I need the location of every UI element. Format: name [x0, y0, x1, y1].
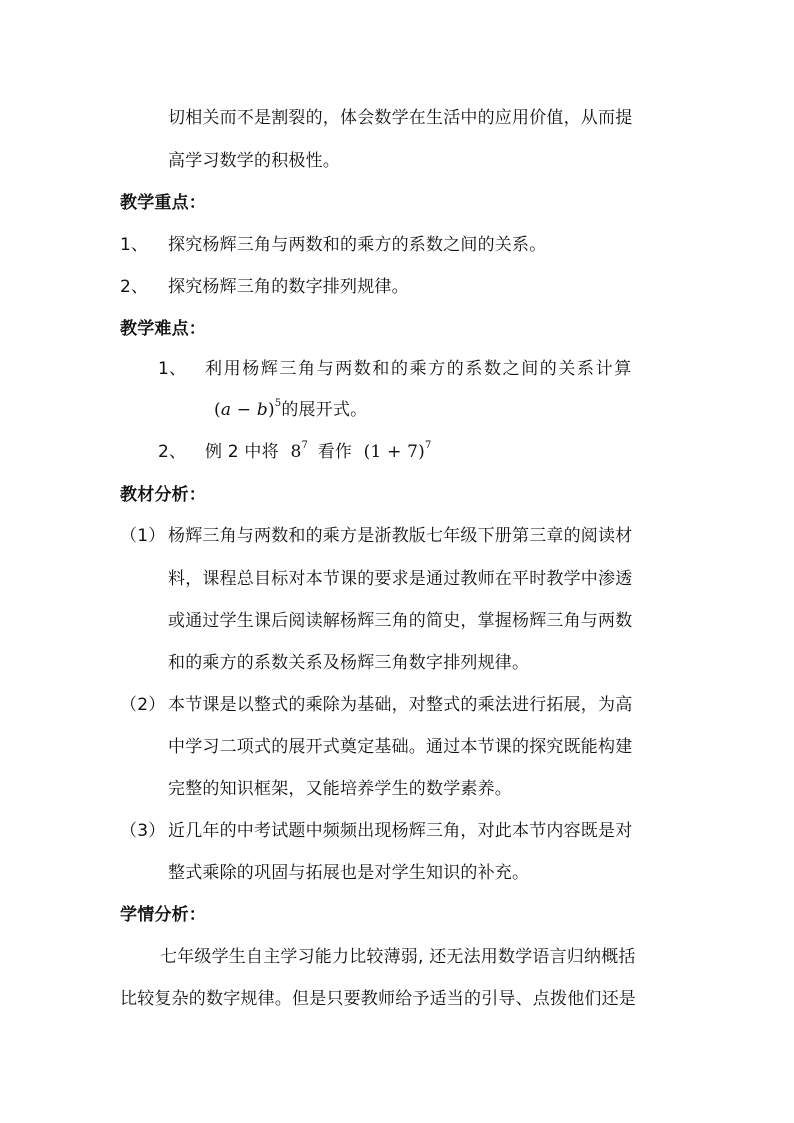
power-exponent: 7: [301, 440, 309, 451]
material-paragraph-2-line-1: 本节课是以整式的乘除为基础，对整式的乘法进行拓展，为高: [168, 695, 633, 715]
exponent: 5: [274, 398, 282, 409]
power-expression-2: [364, 442, 432, 462]
student-analysis-line-2: 比较复杂的数字规律。但是只要教师给予适当的引导、点拨他们还是: [120, 989, 636, 1009]
key-point-2-number: 2、: [120, 277, 149, 297]
material-paragraph-3-line-1: 近几年的中考试题中频频出现杨辉三角，对此本节内容既是对: [168, 821, 633, 841]
material-paragraph-1-line-4: 和的乘方的系数关系及杨辉三角数字排列规律。: [168, 653, 530, 673]
difficulty-1-formula-line: [214, 398, 367, 422]
material-paragraph-1-line-3: 或通过学生课后阅读解杨辉三角的简史，掌握杨辉三角与两数: [168, 611, 633, 631]
difficulty-1-number: 1、: [158, 359, 187, 379]
material-paragraph-1-line-2: 料，课程总目标对本节课的要求是通过教师在平时教学中渗透: [168, 569, 633, 589]
power-base-2: (1 + 7): [363, 442, 426, 462]
material-paragraph-2-line-3: 完整的知识框架，又能培养学生的数学素养。: [168, 779, 512, 799]
difficulty-2-number: 2、: [158, 442, 187, 462]
close-paren: ): [267, 400, 275, 420]
intro-line-1: 切相关而不是割裂的，体会数学在生活中的应用价值，从而提: [168, 108, 633, 128]
variable-a: a: [220, 400, 232, 420]
student-analysis-heading: 学情分析：: [120, 905, 206, 925]
key-point-2-text: 探究杨辉三角的数字排列规律。: [168, 277, 409, 297]
difficulty-1-text: 利用杨辉三角与两数和的乘方的系数之间的关系计算: [205, 359, 633, 379]
open-paren: (: [214, 400, 221, 420]
material-paragraph-2-line-2: 中学习二项式的展开式奠定基础。通过本节课的探究既能构建: [168, 737, 633, 757]
key-point-1-text: 探究杨辉三角与两数和的乘方的系数之间的关系。: [168, 235, 547, 255]
material-paragraph-3-line-2: 整式乘除的巩固与拓展也是对学生知识的补充。: [168, 863, 530, 883]
difficulty-1-suffix: 的展开式。: [281, 400, 368, 420]
material-paragraph-1-line-1: 杨辉三角与两数和的乘方是浙教版七年级下册第三章的阅读材: [168, 526, 633, 546]
intro-line-2: 高学习数学的积极性。: [168, 151, 340, 171]
difficulty-2-text-2: 看作: [317, 442, 353, 462]
material-analysis-heading: 教材分析：: [120, 485, 206, 505]
power-exponent-2: 7: [425, 440, 432, 451]
difficulty-2-text-1: 例 2 中将: [205, 442, 279, 462]
power-expression-1: [290, 442, 308, 462]
binomial-expression: [214, 400, 281, 420]
key-points-heading: 教学重点：: [120, 193, 206, 213]
minus-sign: −: [231, 400, 257, 420]
material-paragraph-2-number: （2）: [120, 695, 166, 715]
material-paragraph-3-number: （3）: [120, 821, 166, 841]
variable-b: b: [256, 400, 268, 420]
key-point-1-number: 1、: [120, 235, 149, 255]
student-analysis-line-1: 七年级学生自主学习能力比较薄弱, 还无法用数学语言归纳概括: [160, 947, 636, 967]
power-base: 8: [290, 442, 302, 462]
difficulty-2-line: [205, 440, 432, 464]
material-paragraph-1-number: （1）: [120, 526, 166, 546]
difficulties-heading: 教学难点：: [120, 319, 206, 339]
